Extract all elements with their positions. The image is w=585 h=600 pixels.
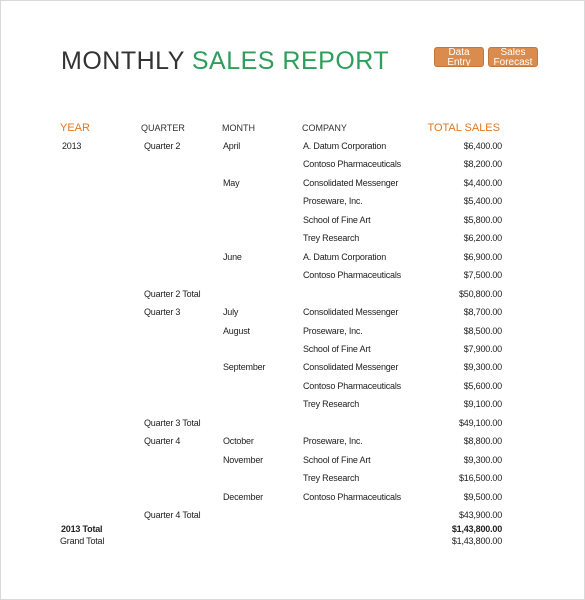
cell-company: Trey Research: [303, 473, 360, 484]
cell-total: $5,800.00: [463, 214, 502, 225]
cell-month: May: [223, 177, 240, 188]
year-total-label: 2013 Total: [61, 524, 103, 534]
cell-month: August: [223, 325, 250, 336]
cell-month: July: [223, 307, 239, 318]
table-row: [1, 399, 585, 413]
data-entry-label-line1: Data: [448, 47, 470, 58]
table-row: [1, 252, 585, 266]
header-month: MONTH: [222, 123, 255, 133]
table-row: [1, 362, 585, 376]
title-part-sales-report: SALES REPORT: [191, 47, 390, 75]
title-part-monthly: MONTHLY: [61, 47, 185, 75]
table-row: [1, 215, 585, 229]
cell-month: April: [223, 141, 241, 151]
cell-quarter: Quarter 2 Total: [144, 288, 201, 299]
header-year: YEAR: [60, 122, 90, 134]
cell-total: $9,100.00: [463, 399, 502, 410]
table-row: [1, 270, 585, 284]
sales-forecast-label-line2: Forecast: [493, 57, 533, 67]
cell-total: $9,300.00: [463, 362, 502, 373]
grand-total-value: $1,43,800.00: [451, 536, 502, 546]
cell-company: Consolidated Messenger: [303, 362, 399, 373]
cell-total: $9,300.00: [463, 454, 502, 465]
cell-company: A. Datum Corporation: [303, 251, 387, 262]
cell-quarter: Quarter 4: [144, 436, 181, 447]
cell-company: Consolidated Messenger: [303, 307, 399, 318]
cell-company: School of Fine Art: [303, 214, 371, 225]
table-row: [1, 141, 585, 155]
data-entry-label-line2: Entry: [447, 57, 471, 67]
page-title: [61, 47, 389, 76]
cell-quarter: Quarter 2: [144, 141, 181, 151]
cell-total: $5,400.00: [463, 196, 502, 207]
sales-forecast-label-line1: Sales: [500, 47, 526, 58]
table-row: [1, 418, 585, 432]
cell-total: $4,400.00: [463, 177, 502, 188]
cell-company: Proseware, Inc.: [303, 325, 363, 336]
cell-company: School of Fine Art: [303, 343, 371, 354]
cell-total: $8,500.00: [463, 325, 502, 336]
cell-month: June: [223, 251, 242, 262]
header-company: COMPANY: [302, 123, 347, 133]
table-row: [1, 233, 585, 247]
table-row: [1, 473, 585, 487]
cell-company: Contoso Pharmaceuticals: [303, 159, 401, 170]
cell-company: Contoso Pharmaceuticals: [303, 380, 401, 391]
table-row: [1, 455, 585, 469]
table-row: [1, 492, 585, 506]
cell-quarter: Quarter 3: [144, 307, 181, 318]
grand-total-row: [1, 536, 585, 550]
cell-year: 2013: [62, 141, 82, 151]
cell-month: October: [223, 436, 254, 447]
grand-total-label: Grand Total: [60, 536, 105, 546]
cell-month: November: [223, 454, 263, 465]
cell-company: Proseware, Inc.: [303, 196, 363, 207]
cell-company: Trey Research: [303, 233, 360, 244]
cell-quarter: Quarter 3 Total: [144, 417, 201, 428]
header-total-sales: TOTAL SALES: [427, 122, 500, 134]
table-row: [1, 510, 585, 524]
cell-total: $6,400.00: [463, 141, 502, 151]
cell-company: Contoso Pharmaceuticals: [303, 270, 401, 281]
cell-total: $8,800.00: [463, 436, 502, 447]
cell-company: Proseware, Inc.: [303, 436, 363, 447]
cell-total: $50,800.00: [458, 288, 502, 299]
table-row: [1, 344, 585, 358]
cell-total: $9,500.00: [463, 491, 502, 502]
table-row: [1, 326, 585, 340]
cell-company: Consolidated Messenger: [303, 177, 399, 188]
cell-total: $8,200.00: [463, 159, 502, 170]
cell-total: $6,200.00: [463, 233, 502, 244]
cell-month: December: [223, 491, 263, 502]
table-row: [1, 289, 585, 303]
table-row: [1, 159, 585, 173]
header-quarter: QUARTER: [141, 123, 185, 133]
cell-company: Trey Research: [303, 399, 360, 410]
table-row: [1, 436, 585, 450]
sales-forecast-button[interactable]: [488, 47, 538, 67]
year-total-value: $1,43,800.00: [451, 524, 502, 534]
cell-total: $8,700.00: [463, 307, 502, 318]
cell-total: $7,500.00: [463, 270, 502, 281]
cell-month: September: [223, 362, 266, 373]
cell-total: $43,900.00: [458, 510, 502, 520]
cell-company: A. Datum Corporation: [303, 141, 387, 151]
cell-total: $5,600.00: [463, 380, 502, 391]
cell-total: $6,900.00: [463, 251, 502, 262]
cell-total: $7,900.00: [463, 343, 502, 354]
data-entry-button[interactable]: [434, 47, 484, 67]
cell-company: School of Fine Art: [303, 454, 371, 465]
table-row: [1, 307, 585, 321]
table-row: [1, 196, 585, 210]
table-row: [1, 178, 585, 192]
cell-total: $49,100.00: [458, 417, 502, 428]
cell-quarter: Quarter 4 Total: [144, 510, 201, 520]
cell-total: $16,500.00: [458, 473, 502, 484]
cell-company: Contoso Pharmaceuticals: [303, 491, 401, 502]
table-row: [1, 381, 585, 395]
